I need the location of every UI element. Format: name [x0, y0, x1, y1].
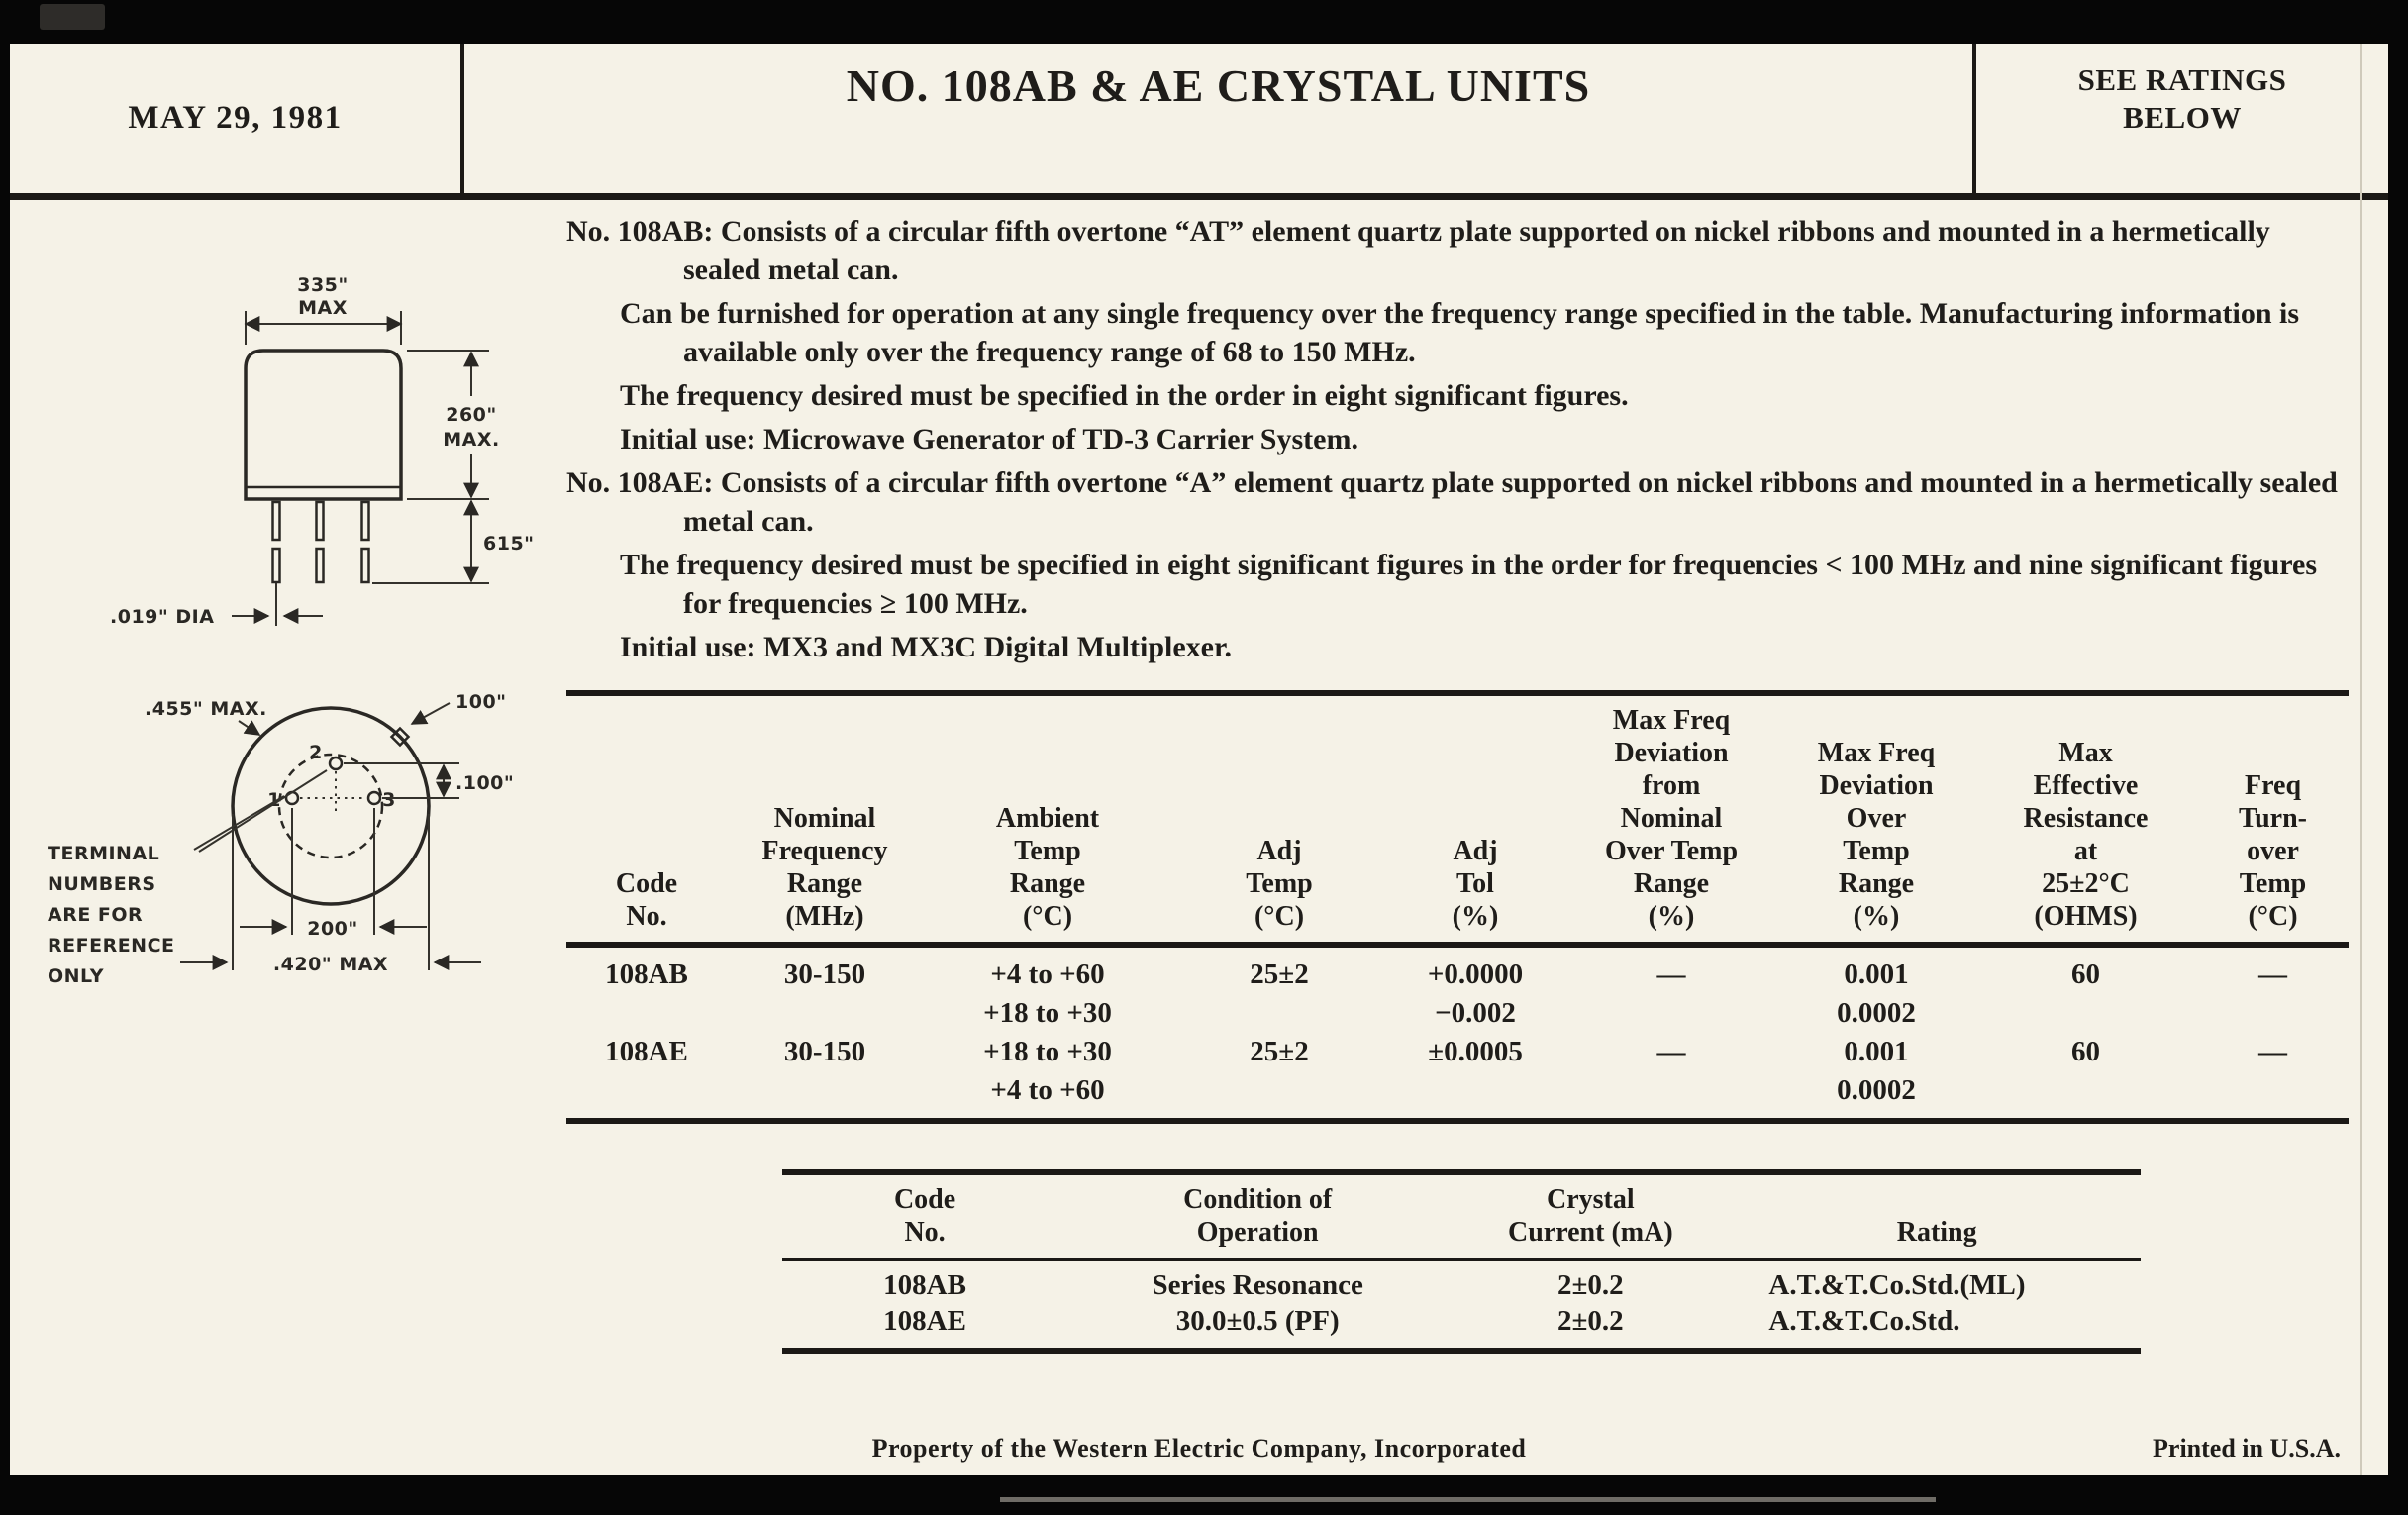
crystal-unit-drawing	[36, 267, 541, 1060]
paragraph-108ab-description: No. 108AB: Consists of a circular fifth overtone “AT” element quartz plate supported on nickel ribbons and mounted in a hermetically sealed metal can.	[566, 215, 2270, 286]
terminal-1-label: 1	[267, 789, 281, 811]
dimension-pin-spacing	[240, 808, 427, 940]
cell-code: 108AE	[883, 1305, 966, 1337]
col-header-condition: Condition of Operation	[1067, 1172, 1448, 1260]
terminal-3-label: 3	[382, 789, 396, 811]
ratings-header-row	[782, 1172, 2141, 1260]
cell-resistance: 60	[2071, 1036, 2100, 1067]
dimension-case-dia	[145, 698, 267, 735]
terminal-note-line: REFERENCE	[48, 935, 175, 957]
dim-pin-spacing-label: 200"	[307, 918, 358, 940]
case-circle	[233, 708, 429, 904]
dim-width-label: 335"	[297, 274, 349, 296]
pin-lead	[273, 549, 280, 582]
cell-ambient-temp: +18 to +30 +4 to +60	[983, 1036, 1112, 1106]
dimension-base-dia	[180, 814, 481, 975]
cell-freq-range: 30-150	[783, 959, 866, 990]
footer-printed-note: Printed in U.S.A.	[2153, 1434, 2341, 1463]
cell-adj-temp: 25±2	[1250, 1036, 1309, 1067]
col-header-code: Code No.	[782, 1172, 1067, 1260]
terminal-note-line: NUMBERS	[48, 873, 156, 895]
cell-rating: A.T.&T.Co.Std.	[1768, 1305, 1960, 1337]
cell-dev-temp: 0.001 0.0002	[1837, 959, 1916, 1029]
col-header-turnover: Freq Turn- over Temp (°C)	[2197, 693, 2349, 945]
main-column	[566, 212, 2349, 1354]
spec-row-108ae	[566, 1033, 2349, 1121]
paragraph-operation-range: Can be furnished for operation at any single frequency over the frequency range specified in the table. Manufacturing information is available only over the frequency range of 68 to 150 MHz.	[620, 297, 2300, 368]
scan-artifact	[1000, 1497, 1936, 1502]
paragraph-initial-use-108ab: Initial use: Microwave Generator of TD-3 Carrier System.	[620, 423, 1358, 455]
pin-circle-dashed	[279, 755, 382, 858]
cell-resistance: 60	[2071, 959, 2100, 990]
cell-current: 2±0.2	[1556, 1305, 1624, 1337]
cell-code: 108AB	[605, 959, 688, 990]
cell-adj-tol: +0.0000 −0.002	[1427, 959, 1524, 1029]
cell-condition: 30.0±0.5 (PF)	[1175, 1305, 1340, 1337]
cell-freq-range: 30-150	[783, 1036, 866, 1067]
paper	[10, 44, 2388, 1475]
dimension-offset-h	[412, 691, 507, 724]
ratings-note-cell	[1972, 44, 2388, 193]
col-header-rating: Rating	[1733, 1172, 2141, 1260]
ratings-table	[782, 1169, 2141, 1354]
cell-dev-nominal: —	[1656, 959, 1686, 990]
cell-adj-tol: ±0.0005	[1428, 1036, 1523, 1067]
dim-offset-h-label: 100"	[455, 691, 507, 713]
terminal-2-label: 2	[309, 742, 323, 763]
col-header-adj-temp: Adj Temp (°C)	[1172, 693, 1386, 945]
spec-row-108ab	[566, 945, 2349, 1033]
cell-current: 2±0.2	[1556, 1269, 1624, 1301]
terminal-3-dot	[368, 792, 380, 804]
dimension-width	[246, 274, 401, 345]
side-view-can	[246, 351, 401, 582]
terminal-note-line: TERMINAL	[48, 843, 160, 864]
spec-table	[566, 690, 2349, 1124]
dimension-overall-height	[372, 501, 535, 583]
col-header-ambient-temp: Ambient Temp Range (°C)	[923, 693, 1172, 945]
pin-lead	[362, 549, 369, 582]
cell-turnover: —	[2258, 1036, 2287, 1067]
paragraph-initial-use-108ae: Initial use: MX3 and MX3C Digital Multiplexer.	[620, 631, 1233, 663]
dim-can-height-max-label: MAX.	[443, 429, 500, 451]
cell-code: 108AE	[605, 1036, 688, 1067]
title-cell	[464, 44, 1972, 193]
paragraph-frequency-spec-108ab: The frequency desired must be specified in the order in eight significant figures.	[620, 379, 1629, 412]
dim-pin-dia-label: .019" DIA	[110, 606, 215, 628]
pin	[317, 502, 324, 540]
dim-overall-height-label: 615"	[483, 533, 535, 555]
can-outline	[246, 351, 401, 499]
dimension-can-height	[407, 351, 500, 499]
col-header-resistance: Max Effective Resistance at 25±2°C (OHMS)	[1974, 693, 2197, 945]
col-header-freq-range: Nominal Frequency Range (MHz)	[727, 693, 923, 945]
dimension-pin-dia	[110, 583, 323, 628]
ratings-row-108ab	[782, 1260, 2141, 1304]
pin	[273, 502, 280, 540]
terminal-note-line: ARE FOR	[48, 904, 144, 926]
cell-condition: Series Resonance	[1152, 1269, 1363, 1301]
col-header-adj-tol: Adj Tol (%)	[1386, 693, 1564, 945]
dim-offset-v-label: .100"	[455, 772, 515, 794]
ratings-table-wrap	[782, 1169, 2141, 1354]
cell-turnover: —	[2258, 959, 2287, 990]
cell-ambient-temp: +4 to +60 +18 to +30	[983, 959, 1112, 1029]
scan-artifact	[2360, 44, 2362, 1475]
footer-property-note: Property of the Western Electric Company, Incorporated	[871, 1434, 1527, 1463]
col-header-dev-nominal: Max Freq Deviation from Nominal Over Temp Range (%)	[1564, 693, 1778, 945]
col-header-dev-temp: Max Freq Deviation Over Temp Range (%)	[1778, 693, 1974, 945]
terminal-note-line: ONLY	[48, 965, 104, 987]
doc-title: NO. 108AB & AE CRYSTAL UNITS	[846, 60, 1591, 111]
col-header-current: Crystal Current (mA)	[1448, 1172, 1733, 1260]
dim-can-height-label: 260"	[446, 404, 497, 426]
spec-header-row	[566, 693, 2349, 945]
paragraph-108ae-description: No. 108AE: Consists of a circular fifth overtone “A” element quartz plate supported on nickel ribbons and mounted in a hermetically sealed metal can.	[566, 466, 2338, 538]
cell-dev-nominal: —	[1656, 1036, 1686, 1067]
date-cell	[10, 44, 464, 193]
bottom-view	[233, 708, 429, 904]
pin	[362, 502, 369, 540]
paragraph-frequency-spec-108ae: The frequency desired must be specified in eight significant figures in the order for frequencies < 100 MHz and nine significant figures for frequencies ≥ 100 MHz.	[620, 549, 2318, 620]
masthead	[10, 44, 2388, 200]
issue-date: MAY 29, 1981	[128, 100, 343, 136]
cell-rating: A.T.&T.Co.Std.(ML)	[1768, 1269, 2026, 1301]
dim-base-dia-label: .420" MAX	[272, 954, 389, 975]
ratings-note: SEE RATINGS BELOW	[2077, 62, 2287, 135]
cell-dev-temp: 0.001 0.0002	[1837, 1036, 1916, 1106]
dim-width-max-label: MAX	[298, 297, 348, 319]
scan-artifact	[40, 4, 105, 30]
dim-case-dia-label: .455" MAX.	[145, 698, 267, 720]
cell-adj-temp: 25±2	[1250, 959, 1309, 990]
pin-lead	[317, 549, 324, 582]
terminal-2-dot	[330, 758, 342, 769]
ratings-row-108ae	[782, 1303, 2141, 1351]
cell-code: 108AB	[883, 1269, 966, 1301]
col-header-code: Code No.	[566, 693, 727, 945]
